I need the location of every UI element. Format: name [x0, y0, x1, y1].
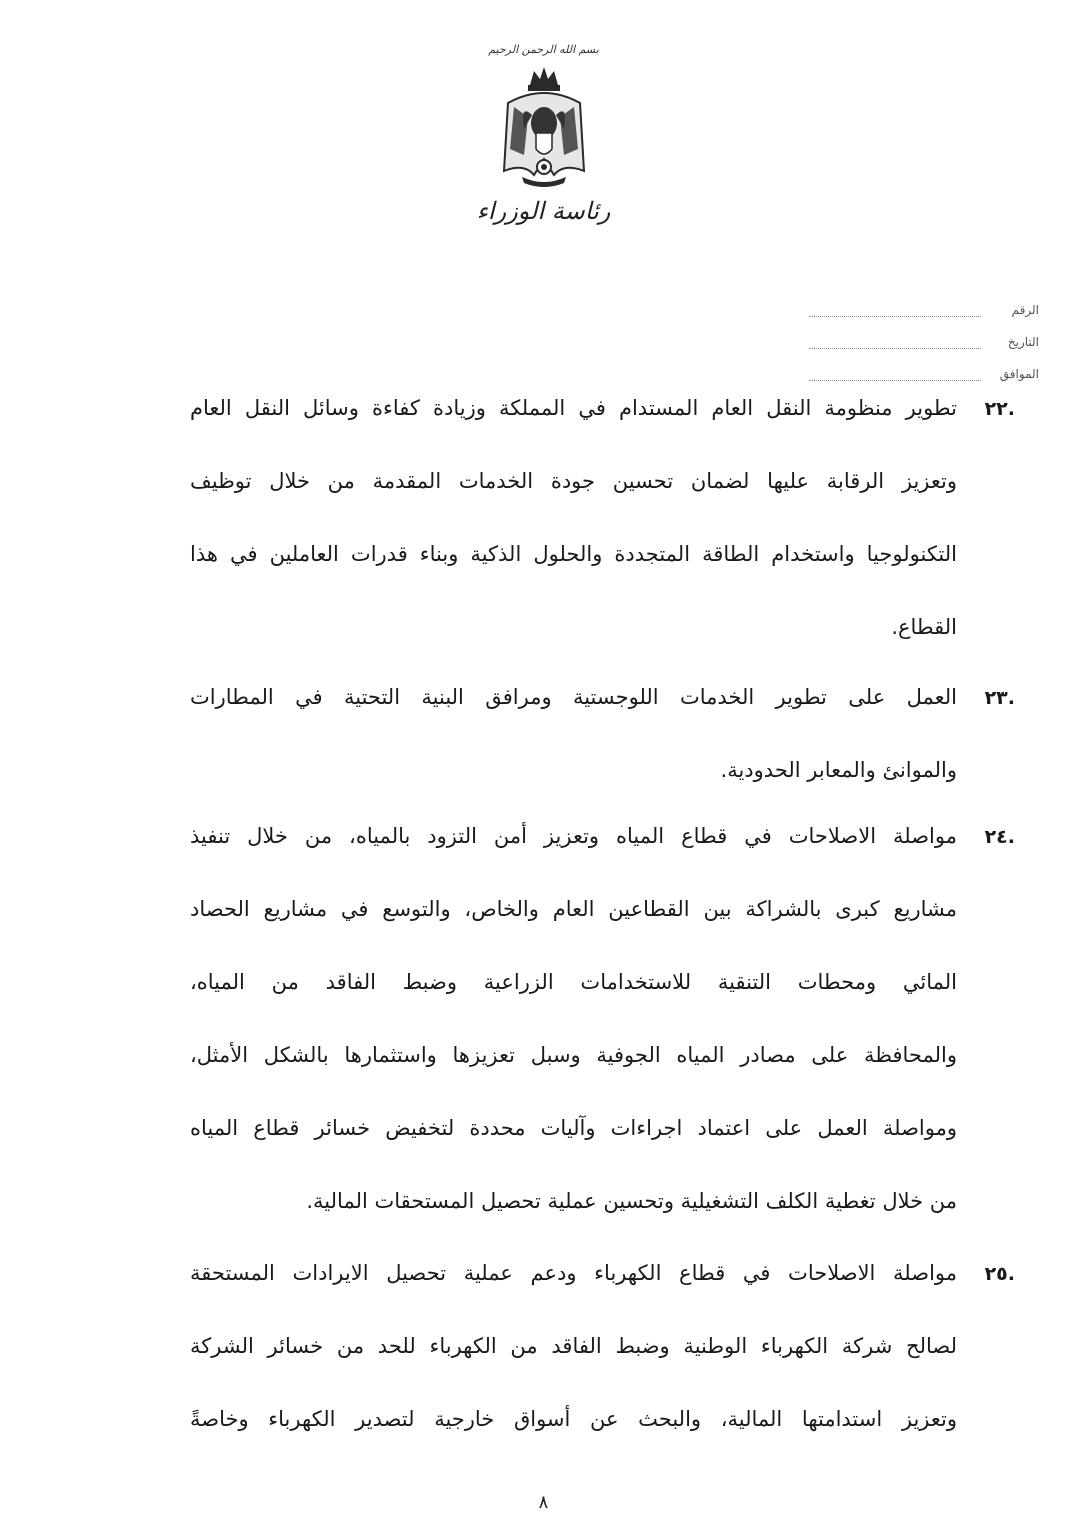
- list-item: [190, 1261, 1015, 1449]
- list-item: [190, 685, 1015, 826]
- reference-fields: [809, 285, 1039, 381]
- item-line: التكنولوجيا واستخدام الطاقة المتجددة والحلول الذكية وبناء قدرات العاملين في هذا: [190, 542, 957, 566]
- item-line: المائي ومحطات التنقية للاستخدامات الزراعية وضبط الفاقد من المياه،: [190, 970, 957, 994]
- basmala: بسم الله الرحمن الرحيم: [488, 43, 599, 56]
- item-line: لصالح شركة الكهرباء الوطنية وضبط الفاقد من الكهرباء للحد من خسائر الشركة: [190, 1334, 957, 1358]
- item-line: والموانئ والمعابر الحدودية.: [720, 758, 957, 782]
- reference-corresponding-row: [809, 349, 1039, 381]
- letterhead: [0, 38, 1087, 225]
- item-line: مشاريع كبرى بالشراكة بين القطاعين العام والخاص، والتوسع في مشاريع الحصاد: [190, 897, 957, 921]
- office-name: رئاسة الوزراء: [476, 197, 611, 225]
- reference-date-label: التاريخ: [1007, 335, 1039, 349]
- item-line: وتعزيز استدامتها المالية، والبحث عن أسواق خارجية لتصدير الكهرباء وخاصةً: [190, 1407, 957, 1431]
- page-number: ٨: [538, 1492, 549, 1513]
- item-line: وتعزيز الرقابة عليها لضمان تحسين جودة الخدمات المقدمة من خلال توظيف: [190, 469, 957, 493]
- item-number: .٢٤: [984, 826, 1015, 848]
- coat-of-arms-emblem: [494, 63, 594, 193]
- item-number: .٢٢: [984, 398, 1015, 420]
- item-line: القطاع.: [891, 615, 957, 639]
- item-line: تطوير منظومة النقل العام المستدام في المملكة وزيادة كفاءة وسائل النقل العام: [190, 396, 957, 420]
- reference-number-label: الرقم: [1011, 303, 1039, 317]
- list-item: [190, 824, 1015, 1263]
- reference-corresponding-line: [809, 366, 981, 381]
- item-line: العمل على تطوير الخدمات اللوجستية ومرافق البنية التحتية في المطارات: [190, 685, 957, 709]
- document-body: [190, 396, 1015, 1449]
- reference-corresponding-label: الموافق: [999, 367, 1039, 381]
- reference-number-row: [809, 285, 1039, 317]
- item-line: والمحافظة على مصادر المياه الجوفية وسبل تعزيزها واستثمارها بالشكل الأمثل،: [190, 1043, 957, 1067]
- item-line: من خلال تغطية الكلف التشغيلية وتحسين عملية تحصيل المستحقات المالية.: [306, 1189, 957, 1213]
- item-number: .٢٣: [984, 687, 1015, 709]
- reference-date-row: [809, 317, 1039, 349]
- item-number: .٢٥: [984, 1263, 1015, 1285]
- reference-date-line: [809, 334, 981, 349]
- reference-number-line: [809, 302, 981, 317]
- item-line: مواصلة الاصلاحات في قطاع المياه وتعزيز أمن التزود بالمياه، من خلال تنفيذ: [190, 824, 957, 848]
- item-line: مواصلة الاصلاحات في قطاع الكهرباء ودعم عملية تحصيل الايرادات المستحقة: [190, 1261, 957, 1285]
- list-item: [190, 396, 1015, 687]
- item-line: ومواصلة العمل على اعتماد اجراءات وآليات محددة لتخفيض خسائر قطاع المياه: [190, 1116, 957, 1140]
